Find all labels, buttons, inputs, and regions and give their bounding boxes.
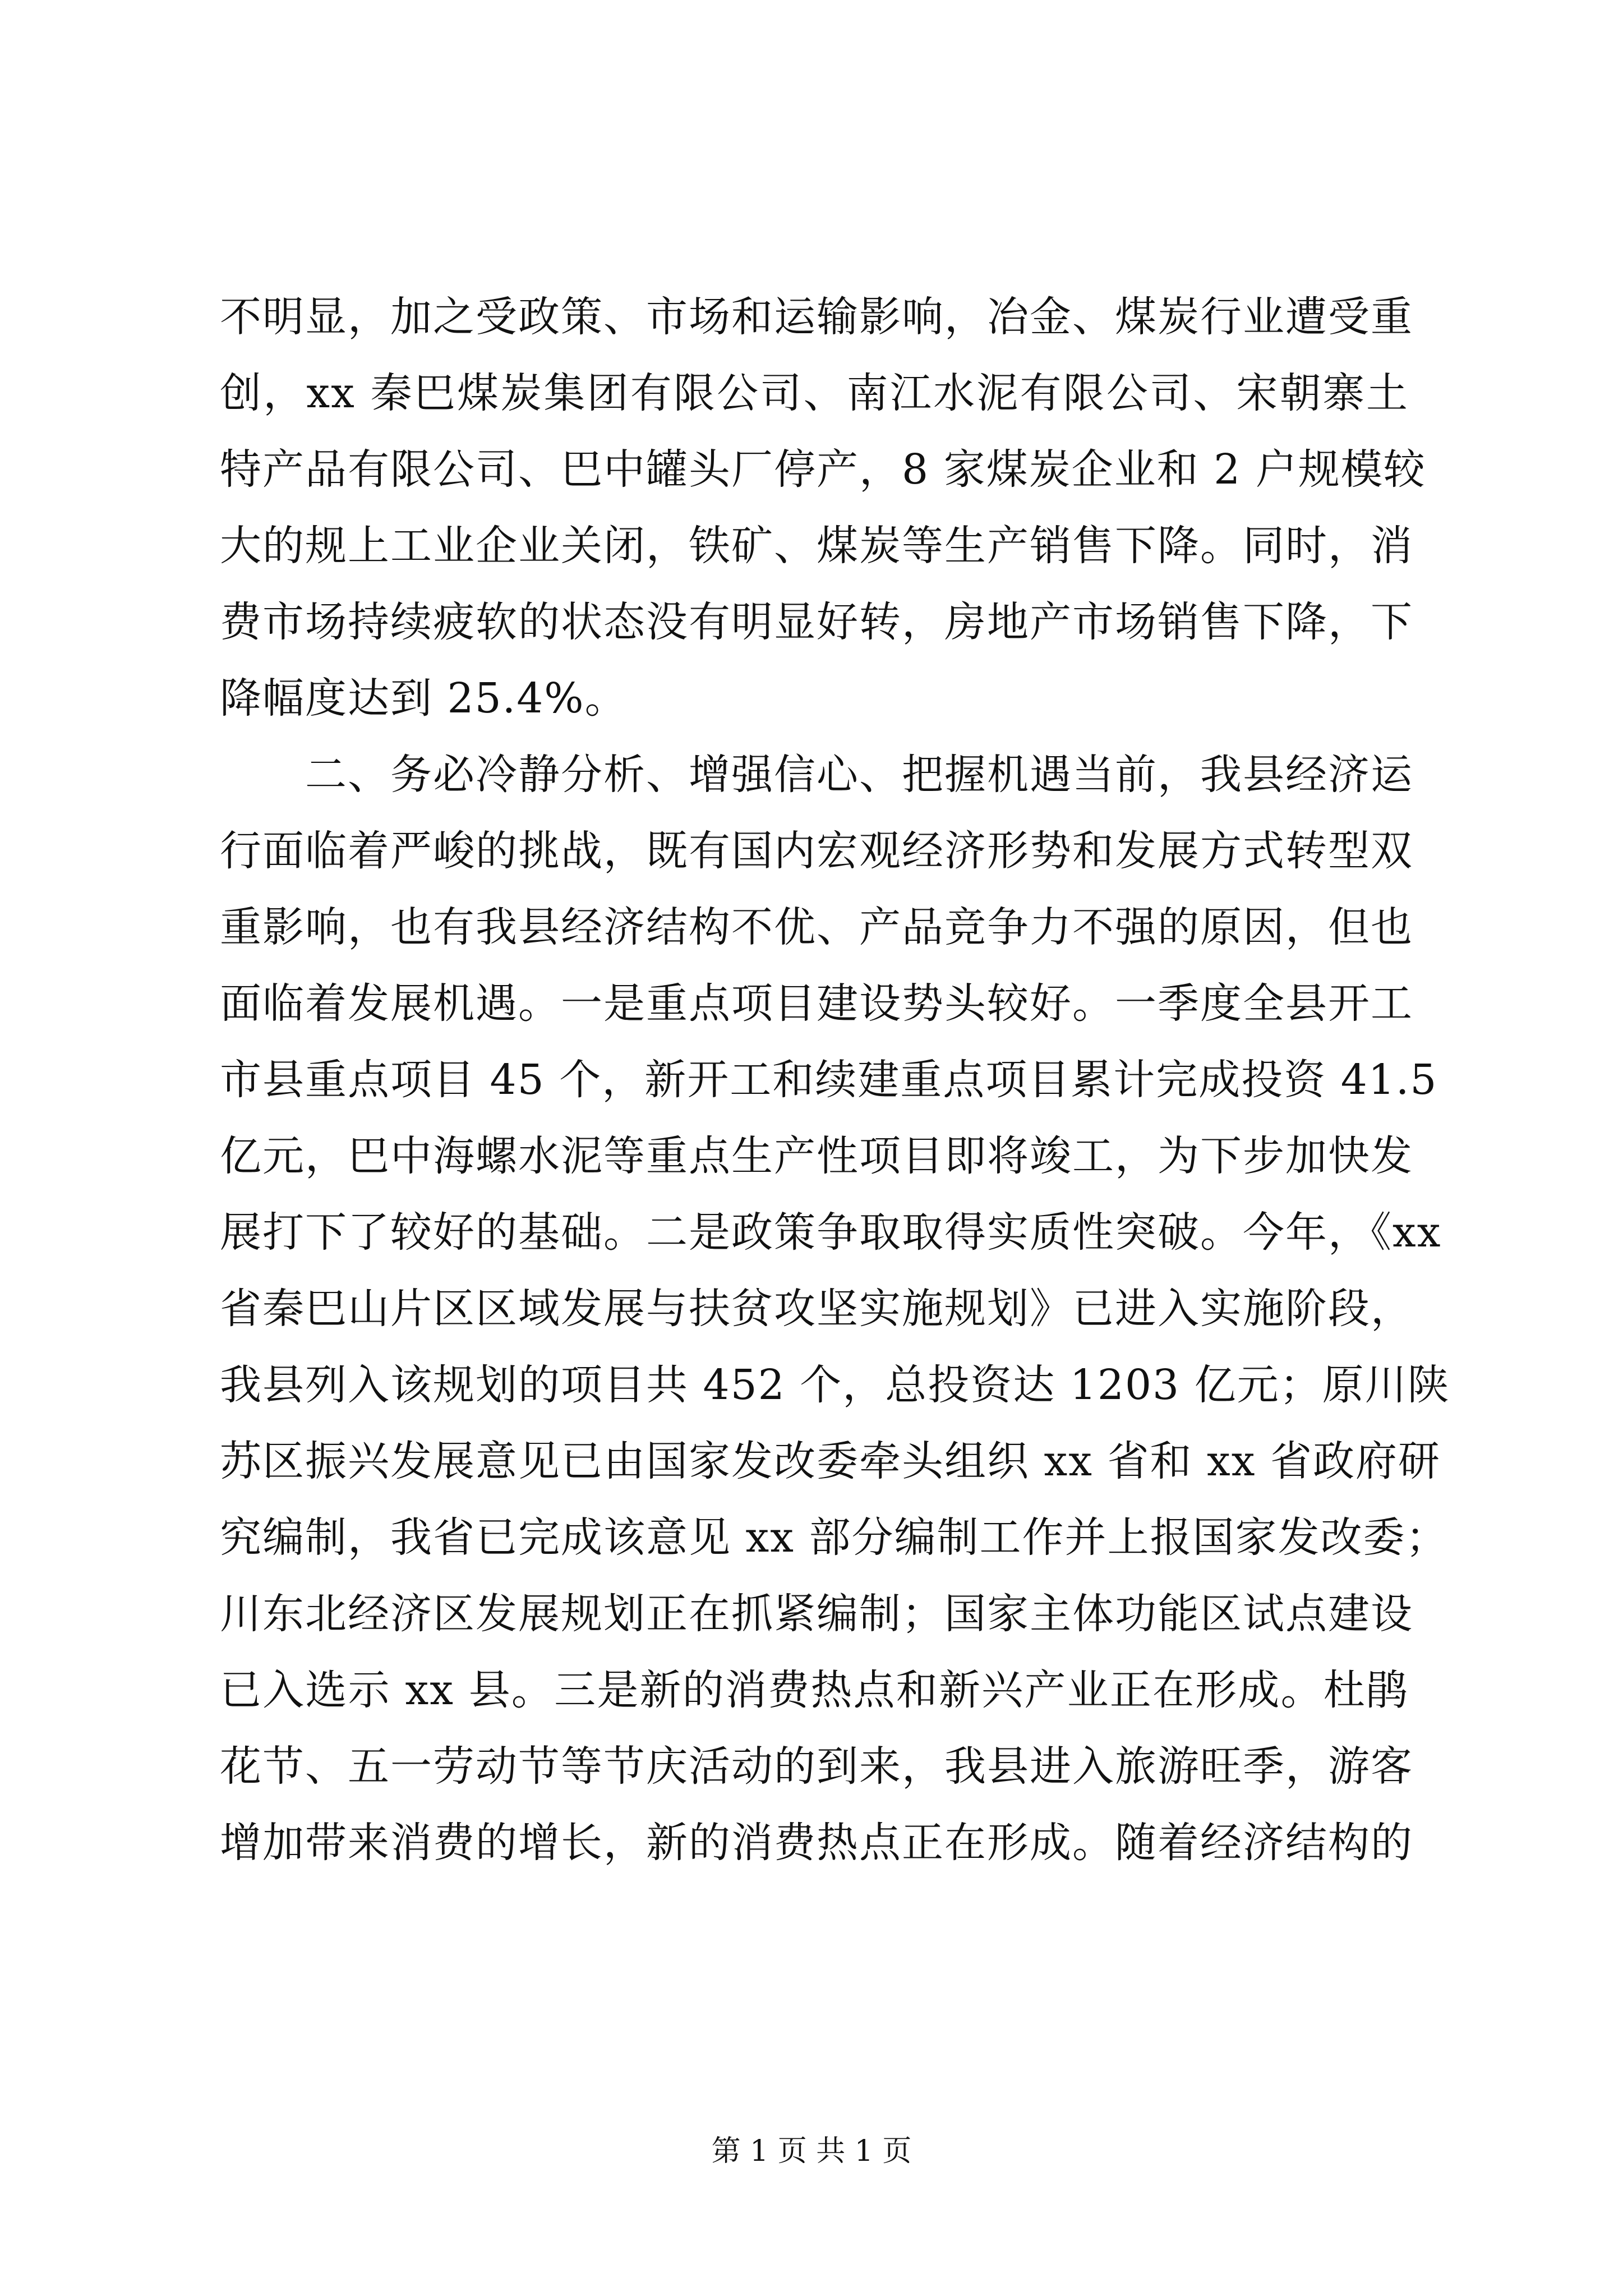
text-line: 创，xx 秦巴煤炭集团有限公司、南江水泥有限公司、宋朝寨土 [220, 369, 1409, 417]
text-line: 亿元，巴中海螺水泥等重点生产性项目即将竣工，为下步加快发 [220, 1132, 1413, 1180]
text-line: 展打下了较好的基础。二是政策争取取得实质性突破。今年，《xx [220, 1208, 1442, 1257]
text-line: 不明显，加之受政策、市场和运输影响，冶金、煤炭行业遭受重 [220, 293, 1413, 341]
text-line: 究编制，我省已完成该意见 xx 部分编制工作并上报国家发改委； [220, 1513, 1449, 1562]
text-line: 苏区振兴发展意见已由国家发改委牵头组织 xx 省和 xx 省政府研 [220, 1437, 1441, 1485]
text-line: 二、务必冷静分析、增强信心、把握机遇当前，我县经济运 [220, 751, 1413, 799]
text-line: 市县重点项目 45 个，新开工和续建重点项目累计完成投资 41.5 [220, 1056, 1438, 1104]
text-line: 降幅度达到 25.4%。 [220, 674, 628, 723]
text-line: 省秦巴山片区区域发展与扶贫攻坚实施规划》已进入实施阶段， [220, 1285, 1413, 1333]
body-text [220, 279, 1450, 1881]
text-line: 大的规上工业企业关闭，铁矿、煤炭等生产销售下降。同时，消 [220, 522, 1413, 570]
text-line: 特产品有限公司、巴中罐头厂停产，8 家煤炭企业和 2 户规模较 [220, 445, 1426, 494]
page-number-footer: 第 1 页 共 1 页 [711, 2134, 912, 2168]
text-line: 花节、五一劳动节等节庆活动的到来，我县进入旅游旺季，游客 [220, 1742, 1413, 1791]
text-line: 费市场持续疲软的状态没有明显好转，房地产市场销售下降，下 [220, 598, 1413, 646]
text-line: 我县列入该规划的项目共 452 个，总投资达 1203 亿元；原川陕 [220, 1361, 1450, 1409]
text-line: 面临着发展机遇。一是重点项目建设势头较好。一季度全县开工 [220, 979, 1413, 1028]
text-line: 已入选示 xx 县。三是新的消费热点和新兴产业正在形成。杜鹃 [220, 1666, 1409, 1714]
text-line: 重影响，也有我县经济结构不优、产品竞争力不强的原因，但也 [220, 903, 1413, 951]
text-line: 增加带来消费的增长，新的消费热点正在形成。随着经济结构的 [220, 1819, 1413, 1867]
text-line: 川东北经济区发展规划正在抓紧编制；国家主体功能区试点建设 [220, 1590, 1413, 1638]
text-line: 行面临着严峻的挑战，既有国内宏观经济形势和发展方式转型双 [220, 827, 1413, 875]
